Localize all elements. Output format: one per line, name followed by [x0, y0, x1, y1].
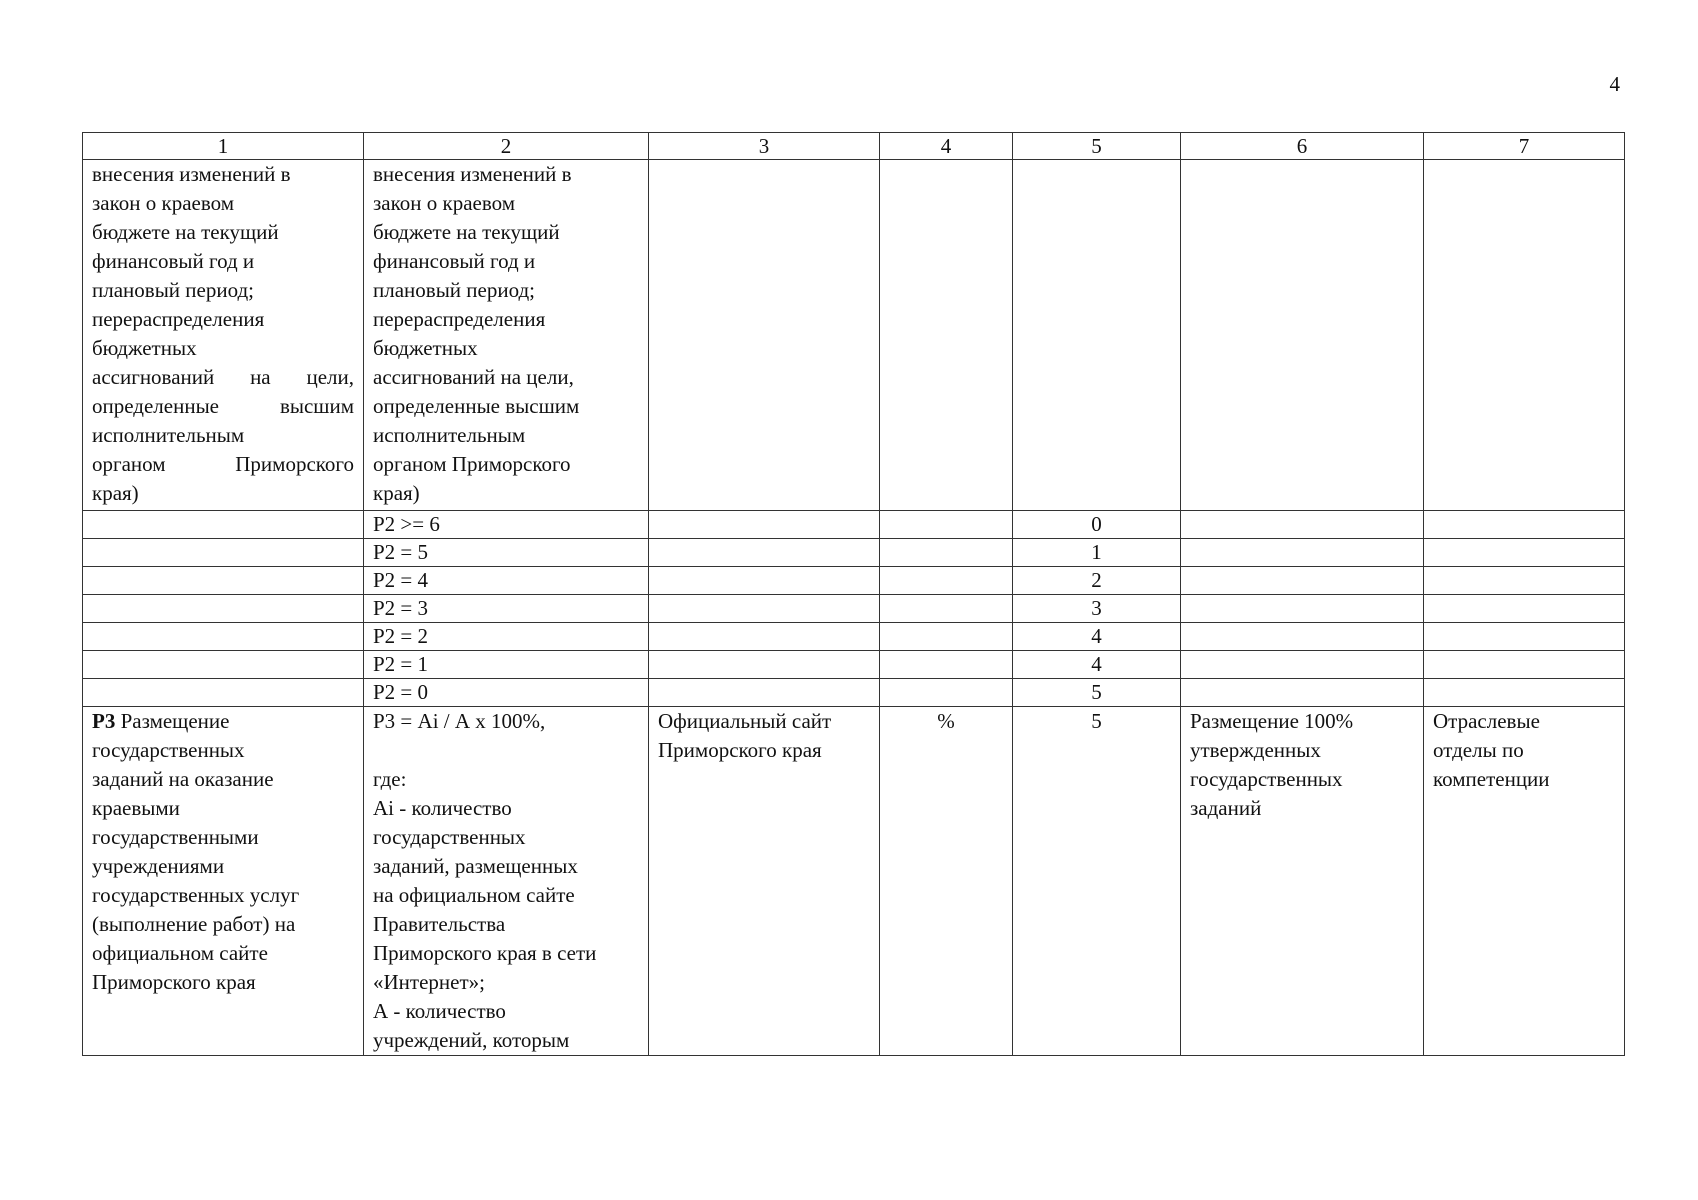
scale-row: [83, 567, 1625, 595]
empty-cell: [649, 651, 880, 679]
empty-cell: [1424, 623, 1625, 651]
text-line: бюджетных: [373, 336, 478, 360]
text-line: исполнительным: [373, 423, 526, 447]
criterion-title-start: Размещение: [115, 709, 230, 733]
empty-cell: [649, 595, 880, 623]
empty-cell: [1181, 567, 1424, 595]
text-line: внесения изменений в: [92, 162, 291, 186]
text-line: заданий, размещенных: [373, 854, 578, 878]
empty-cell: [880, 651, 1013, 679]
empty-cell: [1181, 623, 1424, 651]
text-line: ассигнований на цели,: [373, 365, 574, 389]
empty-cell: [1181, 539, 1424, 567]
p3-formula-text: [364, 707, 649, 1056]
text-line: заданий на оказание: [92, 767, 274, 791]
scale-score: 3: [1013, 595, 1181, 623]
empty-cell: [1181, 651, 1424, 679]
text-line: плановый период;: [92, 278, 255, 302]
text-line: бюджете на текущий: [92, 220, 279, 244]
text-line: внесения изменений в: [373, 162, 572, 186]
scale-condition: Р2 = 5: [364, 539, 649, 567]
text-line: утвержденных: [1190, 738, 1321, 762]
text-line: государственными: [92, 825, 259, 849]
table-row-p3: [83, 707, 1625, 1056]
text-line: плановый период;: [373, 278, 536, 302]
header-cell-7: 7: [1424, 133, 1625, 160]
empty-cell: [649, 567, 880, 595]
continued-criterion-text: [83, 160, 364, 511]
text-line: перераспределения: [92, 307, 265, 331]
empty-cell: [83, 651, 364, 679]
text-line: Размещение 100%: [1190, 709, 1354, 733]
empty-cell: [880, 567, 1013, 595]
empty-cell: [649, 160, 880, 511]
empty-cell: [1424, 511, 1625, 539]
p3-criterion-text: [83, 707, 364, 1056]
empty-cell: [1424, 567, 1625, 595]
text-line: края): [92, 481, 139, 505]
text-line: органом Приморского: [373, 452, 571, 476]
criterion-code: Р3: [92, 709, 116, 733]
empty-cell: [649, 623, 880, 651]
text-line: Приморского края: [658, 738, 822, 762]
empty-cell: [1424, 160, 1625, 511]
text-line: официальном сайте: [92, 941, 268, 965]
scale-score: 2: [1013, 567, 1181, 595]
text-line: определенные высшим: [373, 394, 580, 418]
text-line: бюджете на текущий: [373, 220, 560, 244]
header-row: [83, 133, 1625, 160]
p3-target: [1181, 707, 1424, 1056]
scale-row: [83, 511, 1625, 539]
header-cell-5: 5: [1013, 133, 1181, 160]
header-cell-3: 3: [649, 133, 880, 160]
empty-cell: [1013, 160, 1181, 511]
text-line: Отраслевые: [1433, 709, 1540, 733]
text-line: учреждениями: [92, 854, 225, 878]
text-line: органом Приморского: [92, 452, 354, 476]
empty-cell: [649, 539, 880, 567]
continued-formula-text: [364, 160, 649, 511]
text-line: края): [373, 481, 420, 505]
text-line: где:: [373, 767, 407, 791]
text-line: государственных: [373, 825, 526, 849]
scale-row: [83, 651, 1625, 679]
text-line: ассигнований на цели,: [92, 365, 354, 389]
text-line: Официальный сайт: [658, 709, 832, 733]
table-row-continued: [83, 160, 1625, 511]
spacer: [373, 736, 639, 765]
scale-score: 0: [1013, 511, 1181, 539]
empty-cell: [1424, 679, 1625, 707]
text-line: А - количество: [373, 999, 506, 1023]
scale-row: [83, 679, 1625, 707]
scale-condition: Р2 = 1: [364, 651, 649, 679]
p3-source: [649, 707, 880, 1056]
p3-unit: %: [880, 707, 1013, 1056]
empty-cell: [1181, 595, 1424, 623]
formula: Р3 = Аi / А х 100%,: [373, 709, 546, 733]
text-line: [92, 707, 354, 736]
empty-cell: [880, 679, 1013, 707]
empty-cell: [1424, 539, 1625, 567]
text-line: «Интернет»;: [373, 970, 485, 994]
p3-max-score: 5: [1013, 707, 1181, 1056]
text-line: определенные высшим: [92, 394, 354, 418]
text-line: компетенции: [1433, 767, 1550, 791]
scale-condition: Р2 = 3: [364, 595, 649, 623]
scale-score: 1: [1013, 539, 1181, 567]
empty-cell: [880, 160, 1013, 511]
empty-cell: [1424, 595, 1625, 623]
text-line: отделы по: [1433, 738, 1524, 762]
scale-condition: Р2 = 0: [364, 679, 649, 707]
empty-cell: [880, 595, 1013, 623]
text-line: Правительства: [373, 912, 506, 936]
text-line: государственных: [1190, 767, 1343, 791]
empty-cell: [880, 539, 1013, 567]
scale-condition: Р2 >= 6: [364, 511, 649, 539]
text-line: закон о краевом: [92, 191, 234, 215]
text-line: заданий: [1190, 796, 1262, 820]
text-line: закон о краевом: [373, 191, 515, 215]
scale-score: 4: [1013, 651, 1181, 679]
empty-cell: [880, 511, 1013, 539]
text-line: Приморского края: [92, 970, 256, 994]
empty-cell: [1181, 160, 1424, 511]
text-line: Аi - количество: [373, 796, 512, 820]
empty-cell: [649, 511, 880, 539]
text-line: государственных: [92, 738, 245, 762]
header-cell-2: 2: [364, 133, 649, 160]
empty-cell: [83, 595, 364, 623]
scale-score: 4: [1013, 623, 1181, 651]
scale-score: 5: [1013, 679, 1181, 707]
scale-row: [83, 595, 1625, 623]
empty-cell: [83, 679, 364, 707]
text-line: учреждений, которым: [373, 1028, 570, 1052]
text-line: на официальном сайте: [373, 883, 575, 907]
header-cell-6: 6: [1181, 133, 1424, 160]
empty-cell: [83, 623, 364, 651]
text-line: исполнительным: [92, 423, 245, 447]
text-line: бюджетных: [92, 336, 197, 360]
scale-condition: Р2 = 4: [364, 567, 649, 595]
text-line: Приморского края в сети: [373, 941, 597, 965]
empty-cell: [83, 539, 364, 567]
text-line: перераспределения: [373, 307, 546, 331]
p3-responsible: [1424, 707, 1625, 1056]
text-line: государственных услуг: [92, 883, 300, 907]
empty-cell: [1181, 679, 1424, 707]
empty-cell: [880, 623, 1013, 651]
empty-cell: [1181, 511, 1424, 539]
empty-cell: [83, 567, 364, 595]
page-number: 4: [1609, 72, 1620, 96]
empty-cell: [649, 679, 880, 707]
criteria-table: [82, 132, 1625, 1056]
empty-cell: [1424, 651, 1625, 679]
empty-cell: [83, 511, 364, 539]
text-line: краевыми: [92, 796, 180, 820]
header-cell-1: 1: [83, 133, 364, 160]
scale-condition: Р2 = 2: [364, 623, 649, 651]
text-line: (выполнение работ) на: [92, 912, 296, 936]
text-line: финансовый год и: [92, 249, 255, 273]
header-cell-4: 4: [880, 133, 1013, 160]
text-line: финансовый год и: [373, 249, 536, 273]
scale-row: [83, 539, 1625, 567]
scale-row: [83, 623, 1625, 651]
